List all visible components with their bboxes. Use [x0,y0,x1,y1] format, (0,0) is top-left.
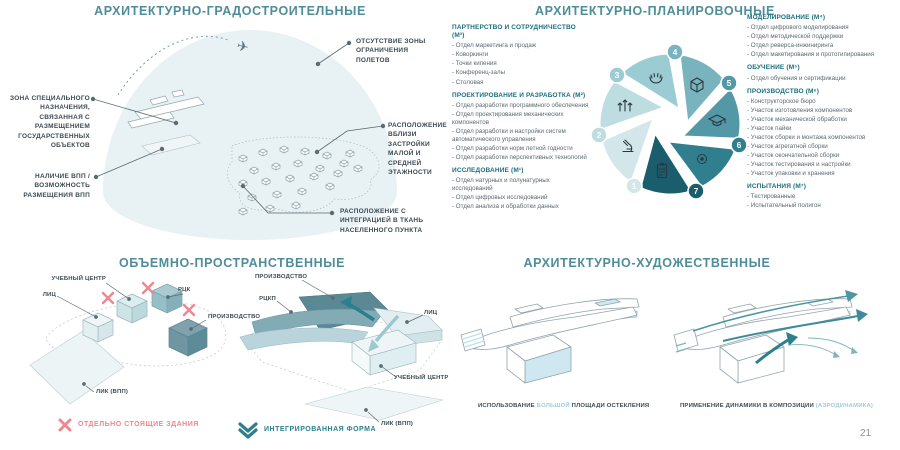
list-item: - Участок окончательной сборки [747,152,840,160]
list-item: - Испытательный полигон [747,202,821,210]
caption-highlight: БОЛЬШОЙ [536,403,570,409]
section-testing [747,183,899,210]
svg-text:2: 2 [596,130,602,140]
list-item: - Участок агрегатной сборки [747,143,828,150]
label-production-integrated: ПРОИЗВОДСТВО [255,274,308,280]
dynamics-sketch [668,283,873,403]
section-partnership [452,24,589,87]
section-label: ПРОИЗВОДСТВО [747,87,804,95]
list-item: - Отдел натурных и полунатурных исследований [452,177,550,193]
list-item: - Отдел цифрового моделирования [747,24,849,32]
legend-detached: ОТДЕЛЬНО СТОЯЩИЕ ЗДАНИЯ [78,421,199,428]
section-modeling [747,14,899,59]
x-legend-icon [58,418,72,432]
caption-prefix: ИСПОЛЬЗОВАНИЕ [478,403,537,409]
list-item: - Отдел обучения и сертификации [747,74,846,82]
list-item: - Участок упаковки и хранения [747,170,835,178]
section-header [452,24,589,40]
section-items [452,102,589,162]
list-item: - Отдел цифровых исследований [452,194,548,202]
list-item: - Точки кипения [452,60,497,68]
section-research [452,167,589,211]
caption-dynamics [680,403,873,409]
list-item: - Отдел анализа и обработки данных [452,203,559,211]
section-design [452,92,589,163]
section-label: ПРОЕКТИРОВАНИЕ И РАЗРАБОТКА [452,91,571,99]
section-label: ПАРТНЕРСТВО И СОТРУДНИЧЕСТВО [452,24,576,31]
svg-text:7: 7 [693,186,699,196]
planning-left-column [452,24,589,217]
annotation-no-flight-zone: ОТСУТСТВИЕ ЗОНЫ ОГРАНИЧЕНИЯ ПОЛЕТОВ [356,38,426,64]
list-item: - Отдел макетирования и прототипирования [747,51,875,59]
section-label: МОДЕЛИРОВАНИЕ [747,14,810,21]
svg-text:3: 3 [614,70,620,80]
planning-title: АРХИТЕКТУРНО-ПЛАНИРОВОЧНЫЕ [535,4,775,18]
caption-prefix: ПРИМЕНЕНИЕ ДИНАМИКИ В КОМПОЗИЦИИ [680,403,816,409]
section-education [747,64,899,82]
annotation-lowrise: РАСПОЛОЖЕНИЕ ВБЛИЗИ ЗАСТРОЙКИ МАЛОЙ И СРЕДНЕЙ ЭТАЖНОСТИ [388,122,447,177]
annotation-integration: РАСПОЛОЖЕНИЕ С ИНТЕГРАЦИЕЙ В ТКАНЬ НАСЕЛЕННОГО ПУНКТА [340,208,424,234]
label-training-center: УЧЕБНЫЙ ЦЕНТР [51,276,106,282]
list-item: - Отдел маркетинга и продаж [452,42,536,50]
section-items [452,177,589,211]
wheel-number-3 [609,67,625,83]
cube-training [117,294,147,323]
plane-icon: ✈ [235,37,251,56]
label-training-integrated: УЧЕБНЫЙ ЦЕНТР [394,375,449,381]
list-item: - Участок тестирования и настройки [747,161,851,169]
list-item: - Отдел проектирования механических компонентов [452,110,564,126]
svg-text:6: 6 [736,140,742,150]
section-module: (М⁷) [793,183,807,191]
section-header [747,88,899,96]
section-items [452,42,589,86]
label-production: ПРОИЗВОДСТВО [208,314,261,320]
section-label: ИССЛЕДОВАНИЕ [452,167,510,175]
label-lits: ЛИЦ [42,292,56,298]
section-label: ОБУЧЕНИЕ [747,64,785,72]
list-item: - Отдел разработки и настройки систем автоматического управления [452,127,566,143]
section-items [747,24,899,59]
list-item: - Коворкинги [452,51,489,59]
list-item: - Участок пайки [747,124,792,132]
section-header [747,183,899,191]
svg-text:5: 5 [726,78,732,88]
section-module: (М⁶) [805,87,820,95]
wheel-number-4 [667,44,683,60]
section-header [747,64,899,72]
list-item: - Отдел реверса-инжиниринга [747,42,834,50]
list-item: - Конференц-залы [452,69,506,77]
section-header [747,14,899,22]
svg-text:4: 4 [672,47,678,57]
planning-right-column [747,14,899,216]
list-item: - Конструкторское бюро [747,97,816,105]
legend-integrated: ИНТЕГРИРОВАННАЯ ФОРМА [264,426,377,433]
label-runway: ЛИК (ВПП) [96,389,129,395]
list-item: - Тестированные [747,193,796,201]
list-item: - Отдел разработки норм летной годности [452,145,573,152]
integrated-building [240,292,442,375]
wheel-number-1 [626,178,642,194]
section-module: (М³) [452,32,465,40]
label-lits-integrated: ЛИЦ [424,310,438,316]
spatial-title: ОБЪЕМНО-ПРОСТРАНСТВЕННЫЕ [118,256,346,270]
section-production [747,88,899,179]
section-label: ИСПЫТАНИЯ [747,183,792,191]
caption-glazing [478,403,649,409]
section-header [452,92,589,100]
annotation-runway-availability: НАЛИЧИЕ ВПП / ВОЗМОЖНОСТЬ РАЗМЕЩЕНИЯ ВПП [23,173,90,199]
list-item: - Участок механической обработки [747,115,847,123]
label-rck: РЦК [178,287,191,293]
svg-text:1: 1 [631,181,637,191]
label-runway-integrated: ЛИК (ВПП) [381,421,414,427]
section-module: (М²) [572,91,586,99]
page-number: 21 [860,428,872,439]
wheel-number-2 [591,127,607,143]
section-items [747,193,899,210]
list-item: - Участок сборки и монтажа компонентов [747,133,866,141]
caption-suffix: ПЛОЩАДИ ОСТЕКЛЕНИЯ [569,403,650,409]
label-rckp: РЦКП [259,296,276,302]
list-item: - Столовая [452,78,484,86]
caption-highlight: (АЭРОДИНАМИКА) [815,403,874,409]
list-item: - Отдел разработки перспективных технологий [452,154,587,162]
section-items [747,98,899,179]
wheel-number-6 [731,137,747,153]
list-item: - Отдел методической поддержки [747,33,844,41]
artistic-title: АРХИТЕКТУРНО-ХУДОЖЕСТВЕННЫЕ [523,256,771,270]
list-item: - Участок изготовления компонентов [747,106,853,114]
section-module: (М⁵) [786,64,800,72]
section-module: (М¹) [511,167,524,175]
integrated-runway [305,387,443,420]
section-items [747,75,899,83]
cube-production [169,319,207,356]
wheel-number-5 [721,75,737,91]
section-module: (М⁴) [811,14,826,21]
list-item: - Отдел разработки программного обеспечения [452,101,589,109]
chevron-down-icon [238,422,258,438]
annotation-special-zone: ЗОНА СПЕЦИАЛЬНОГО НАЗНАЧЕНИЯ, СВЯЗАННАЯ С РАЗМЕЩЕНИЕМ ГОСУДАРСТВЕННЫХ ОБЪЕКТОВ [9,95,90,150]
glazing-sketch [455,283,660,403]
wheel-number-7 [688,183,704,199]
section-header [452,167,589,175]
module-wheel [585,40,755,206]
urban-title: АРХИТЕКТУРНО-ГРАДОСТРОИТЕЛЬНЫЕ [94,4,366,18]
